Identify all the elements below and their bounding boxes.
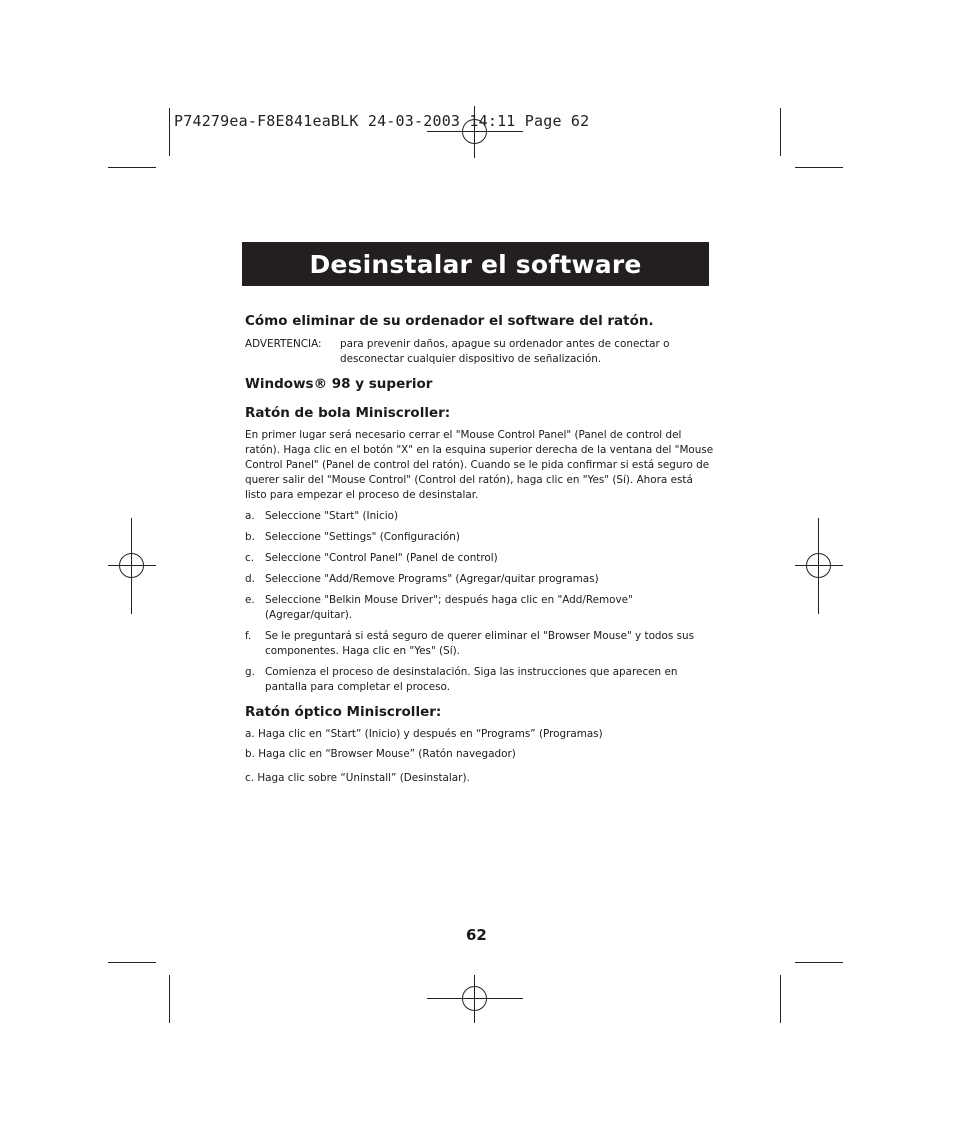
list-item: c. Seleccione "Control Panel" (Panel de control): [245, 552, 498, 564]
list-item: b. Haga clic en “Browser Mouse” (Ratón navegador): [245, 748, 516, 760]
optical-mouse-heading: Ratón óptico Miniscroller:: [245, 704, 442, 720]
ball-mouse-heading: Ratón de bola Miniscroller:: [245, 405, 451, 421]
windows-heading: Windows® 98 y superior: [245, 376, 433, 392]
ball-mouse-intro: En primer lugar será necesario cerrar el "Mouse Control Panel" (Panel de control del ratón). Haga clic en el botón "X" en la esquina superior derecha de la ventana del "Mouse Control Panel" (Panel de control del ratón). Cuando se le pida confirmar si está seguro de querer salir del "Mouse Control" (Control del ratón), haga clic en "Yes" (Sí). Ahora está listo para empezar el proceso de desinstalar.: [245, 429, 714, 501]
list-item: d. Seleccione "Add/Remove Programs" (Agregar/quitar programas): [245, 573, 599, 585]
warning-label: ADVERTENCIA:: [245, 338, 322, 350]
section-heading: Cómo eliminar de su ordenador el software del ratón.: [245, 313, 654, 329]
list-item: a. Haga clic en “Start” (Inicio) y después en “Programs” (Programas): [245, 728, 603, 740]
optical-mouse-steps: [245, 727, 715, 791]
list-item: g. Comienza el proceso de desinstalación. Siga las instrucciones que aparecen en pantalla para completar el proceso.: [245, 666, 678, 693]
print-info: P74279ea-F8E841eaBLK 24-03-2003 14:11 Page 62: [174, 112, 590, 130]
list-item: b. Seleccione "Settings" (Configuración): [245, 531, 460, 543]
page-number: 62: [466, 926, 487, 944]
title-bar: [242, 242, 709, 286]
ball-mouse-steps: [245, 509, 715, 701]
list-item: a. Seleccione "Start" (Inicio): [245, 510, 399, 522]
list-item: c. Haga clic sobre “Uninstall” (Desinstalar).: [245, 772, 470, 784]
page-title: Desinstalar el software: [309, 249, 642, 279]
list-item: f. Se le preguntará si está seguro de querer eliminar el "Browser Mouse" y todos sus componentes. Haga clic en "Yes" (Sí).: [245, 630, 695, 657]
warning-text: para prevenir daños, apague su ordenador antes de conectar o desconectar cualquier dispositivo de señalización.: [340, 338, 670, 365]
list-item: e. Seleccione "Belkin Mouse Driver"; después haga clic en "Add/Remove" (Agregar/quitar).: [245, 594, 633, 621]
